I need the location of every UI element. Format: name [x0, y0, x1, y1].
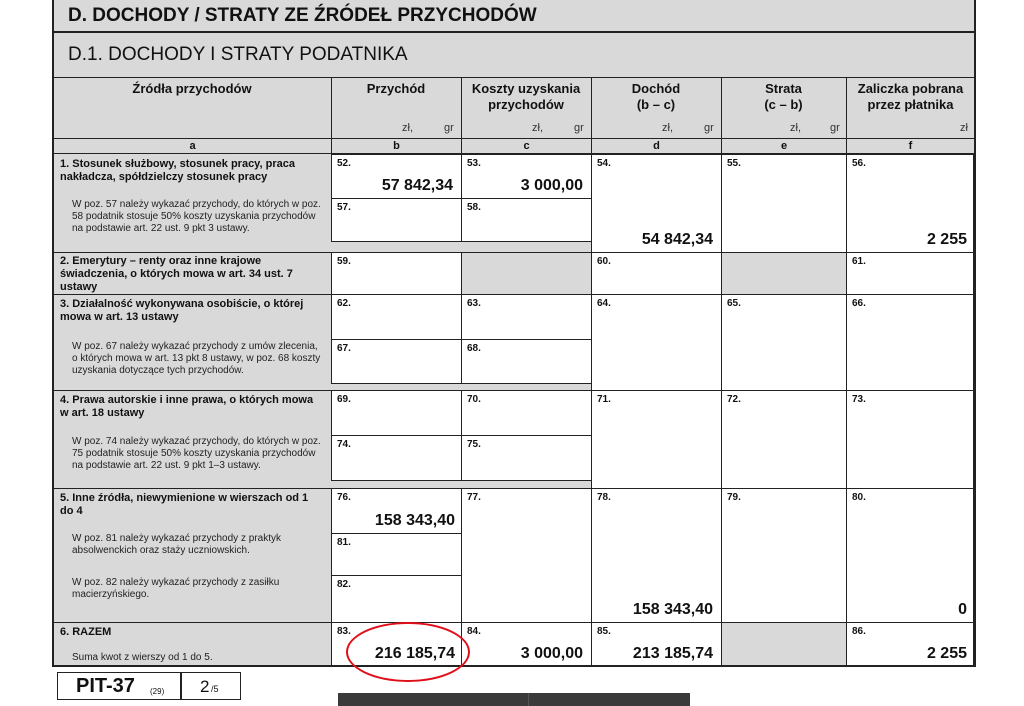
field-64[interactable]: 64. [591, 294, 722, 391]
row2-title: 2. Emerytury – renty oraz inne krajowe świadczenia, o których mowa w art. 34 ust. 7 ustawy [60, 255, 293, 293]
field-74[interactable]: 74. [331, 435, 462, 481]
value-85: 213 185,74 [632, 645, 713, 662]
field-78[interactable]: 78. 158 343,40 [591, 488, 722, 623]
field-56[interactable]: 56. 2 255 [846, 154, 974, 253]
field-54[interactable]: 54. 54 842,34 [591, 154, 722, 253]
field-67[interactable]: 67. [331, 339, 462, 384]
header-col-f: Zaliczka pobrana przez płatnika [857, 81, 964, 112]
income-table [52, 77, 976, 667]
value-78: 158 343,40 [632, 601, 713, 618]
value-86: 2 255 [926, 645, 967, 662]
field-53[interactable]: 53. 3 000,00 [461, 154, 592, 199]
unit-zl-c: zł, [532, 122, 543, 134]
viewer-toolbar[interactable] [338, 693, 690, 706]
unit-zl-f: zł [960, 122, 968, 134]
field-66[interactable]: 66. [846, 294, 974, 391]
field-59[interactable]: 59. [331, 252, 462, 295]
field-79[interactable]: 79. [721, 488, 847, 623]
row6-title: 6. RAZEM [60, 626, 112, 638]
field-83[interactable]: 83. 216 185,74 [331, 622, 462, 666]
letter-a: a [189, 140, 196, 152]
subsection-title: D.1. DOCHODY I STRATY PODATNIKA [52, 33, 976, 77]
header-col-d: Dochód (b – c) [631, 81, 681, 112]
row3-title: 3. Działalność wykonywana osobiście, o której mowa w art. 13 ustawy [60, 298, 304, 323]
unit-gr-b: gr [444, 122, 454, 134]
field-63[interactable]: 63. [461, 294, 592, 340]
field-76[interactable]: 76. 158 343,40 [331, 488, 462, 534]
letter-e: e [780, 140, 788, 152]
unit-gr-c: gr [574, 122, 584, 134]
row5-note1: W poz. 81 należy wykazać przychody z praktyk absolwenckich oraz staży uczniowskich. [72, 533, 281, 556]
value-54: 54 842,34 [641, 231, 713, 248]
field-55[interactable]: 55. [721, 154, 847, 253]
row1-note: W poz. 57 należy wykazać przychody, do których w poz. 58 podatnik stosuje 50% koszty uzyskania przychodów na podstawie art. 22 ust. 9 pkt 3 ustawy. [72, 199, 321, 234]
unit-gr-e: gr [830, 122, 840, 134]
unit-gr-d: gr [704, 122, 714, 134]
form-page [52, 0, 976, 706]
row3-note: W poz. 67 należy wykazać przychody z umów zlecenia, o których mowa w art. 13 pkt 8 ustawy, w poz. 68 koszty uzyskania dotyczące tych przychodów. [72, 341, 321, 376]
row5-title: 5. Inne źródła, niewymienione w wierszach od 1 do 4 [60, 492, 309, 517]
field-80[interactable]: 80. 0 [846, 488, 974, 623]
field-69[interactable]: 69. [331, 390, 462, 436]
field-65[interactable]: 65. [721, 294, 847, 391]
page-current: 2 [200, 677, 210, 696]
unit-zl-e: zł, [790, 122, 801, 134]
field-62[interactable]: 62. [331, 294, 462, 340]
field-57[interactable]: 57. [331, 198, 462, 242]
header-col-e: Strata (c – b) [764, 81, 803, 112]
field-68[interactable]: 68. [461, 339, 592, 384]
row1-title: 1. Stosunek służbowy, stosunek pracy, praca nakładcza, spółdzielczy stosunek pracy [60, 158, 295, 183]
field-86[interactable]: 86. 2 255 [846, 622, 974, 666]
highlight-ellipse [346, 622, 470, 682]
field-75[interactable]: 75. [461, 435, 592, 481]
value-83: 216 185,74 [374, 645, 455, 662]
field-84[interactable]: 84. 3 000,00 [461, 622, 592, 666]
field-60[interactable]: 60. [591, 252, 722, 295]
field-61[interactable]: 61. [846, 252, 974, 295]
value-52: 57 842,34 [381, 177, 453, 194]
row5-note2: W poz. 82 należy wykazać przychody z zasiłku macierzyńskiego. [72, 577, 280, 600]
field-71[interactable]: 71. [591, 390, 722, 489]
field-73[interactable]: 73. [846, 390, 974, 489]
header-col-c: Koszty uzyskania przychodów [471, 81, 581, 112]
value-53: 3 000,00 [520, 177, 583, 194]
value-84: 3 000,00 [520, 645, 583, 662]
field-70[interactable]: 70. [461, 390, 592, 436]
header-col-a: Źródła przychodów [132, 81, 252, 96]
letter-d: d [653, 140, 660, 152]
field-82[interactable]: 82. [331, 575, 462, 623]
form-name-box [57, 672, 181, 700]
page-number-box [181, 672, 241, 700]
letter-c: c [523, 140, 530, 152]
unit-zl-b: zł, [402, 122, 413, 134]
page-total: /5 [211, 684, 219, 694]
field-81[interactable]: 81. [331, 533, 462, 579]
value-56: 2 255 [926, 231, 967, 248]
letter-b: b [393, 140, 400, 152]
header-col-b: Przychód [366, 81, 426, 96]
row4-title: 4. Prawa autorskie i inne prawa, o których mowa w art. 18 ustawy [60, 394, 314, 419]
letter-f: f [908, 140, 913, 152]
field-77[interactable]: 77. [461, 488, 592, 623]
field-58[interactable]: 58. [461, 198, 592, 242]
row4-note: W poz. 74 należy wykazać przychody, do których w poz. 75 podatnik stosuje 50% koszty uzyskania przychodów na podstawie art. 22 ust. 9 pkt 1–3 ustawy. [72, 436, 321, 471]
row6-note: Suma kwot z wierszy od 1 do 5. [72, 652, 213, 663]
form-name: PIT-37 [76, 675, 135, 697]
field-72[interactable]: 72. [721, 390, 847, 489]
value-76: 158 343,40 [374, 512, 455, 529]
field-85[interactable]: 85. 213 185,74 [591, 622, 722, 666]
section-title: D. DOCHODY / STRATY ZE ŹRÓDEŁ PRZYCHODÓW [52, 0, 976, 33]
form-version: (29) [150, 687, 165, 696]
unit-zl-d: zł, [662, 122, 673, 134]
value-80: 0 [958, 601, 967, 618]
field-52[interactable]: 52. 57 842,34 [331, 154, 462, 199]
